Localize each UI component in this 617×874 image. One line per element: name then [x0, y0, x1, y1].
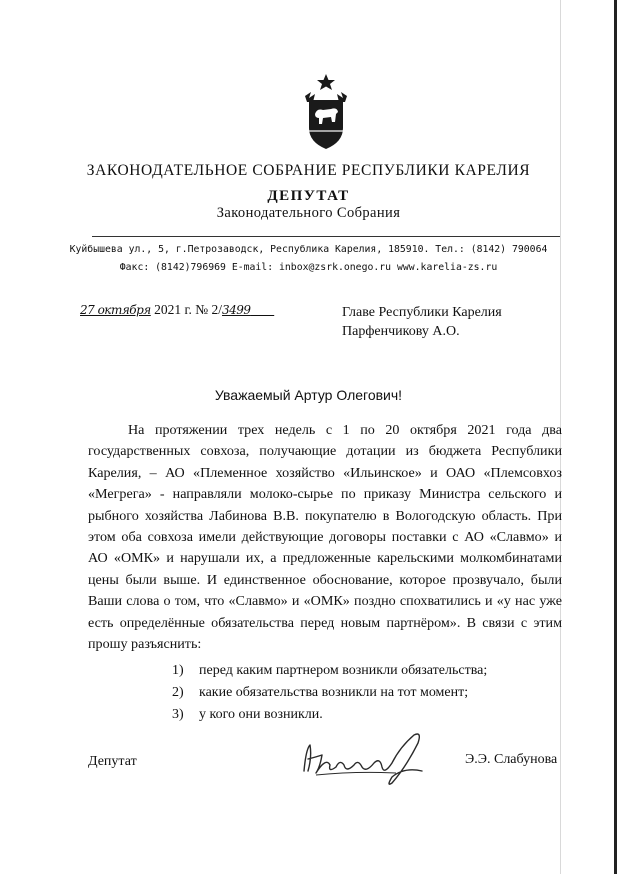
signer-name: Э.Э. Слабунова [465, 752, 558, 767]
reference-date: 27 октября [80, 303, 151, 317]
list-item-text: у кого они возникли. [199, 707, 323, 722]
list-item-number: 3) [172, 707, 184, 722]
deputy-subtitle: Законодательного Собрания [216, 205, 401, 221]
question-list [172, 660, 487, 726]
signer-position: Депутат [88, 754, 137, 769]
letter-body [88, 420, 562, 655]
organization-name: ЗАКОНОДАТЕЛЬНОЕ СОБРАНИЕ РЕСПУБЛИКИ КАРЕЛИЯ [86, 162, 531, 179]
list-item [172, 704, 487, 726]
list-item-number: 2) [172, 685, 184, 700]
salutation: Уважаемый Артур Олегович! [214, 387, 403, 403]
reference-line [80, 302, 274, 318]
address-line: Куйбышева ул., 5, г.Петрозаводск, Республика Карелия, 185910. Тел.: (8142) 790064 [69, 244, 548, 255]
addressee-position: Главе Республики Карелия [342, 305, 502, 320]
karelia-coat-of-arms-icon [301, 72, 351, 152]
reference-underline [251, 302, 275, 317]
deputy-heading: ДЕПУТАТ [267, 188, 350, 204]
list-item-text: перед каким партнером возникли обязательства; [199, 663, 488, 678]
handwritten-signature-icon [296, 727, 446, 787]
list-item [172, 660, 487, 682]
reference-year: 2021 г. № 2/ [150, 302, 223, 317]
header-divider [92, 236, 560, 237]
list-item-text: какие обязательства возникли на тот момент; [199, 685, 469, 700]
addressee-name: Парфенчикову А.О. [342, 324, 460, 339]
reference-number: 3499 [222, 303, 251, 317]
list-item-number: 1) [172, 663, 184, 678]
body-paragraph: На протяжении трех недель с 1 по 20 октября 2021 года два государственных совхоза, получающие дотации из бюджета Республики Карелия, – АО «Племенное хозяйство «Ильинское» и ОАО «Племсовхоз «Мегрега» - направляли молоко-сырье по приказу Министра сельского и рыбного хозяйства Лабинова В.В. покупателю в Вологодскую область. При этом оба совхоза имели действующие договоры поставки с АО «Славмо» и АО «ОМК» и нарушали их, а предложенные карельскими молкомбинатами цены были выше. И единственное обоснование, которое прозвучало, были Ваши слова о том, что «Славмо» и «ОМК» поздно спохватились и «у нас уже есть определённые обязательства перед новым партнёром». В связи с этим прошу разъяснить: [88, 422, 562, 653]
list-item [172, 682, 487, 704]
contacts-line: Факс: (8142)796969 E-mail: inbox@zsrk.onego.ru www.karelia-zs.ru [119, 262, 498, 273]
addressee-block [342, 303, 502, 341]
